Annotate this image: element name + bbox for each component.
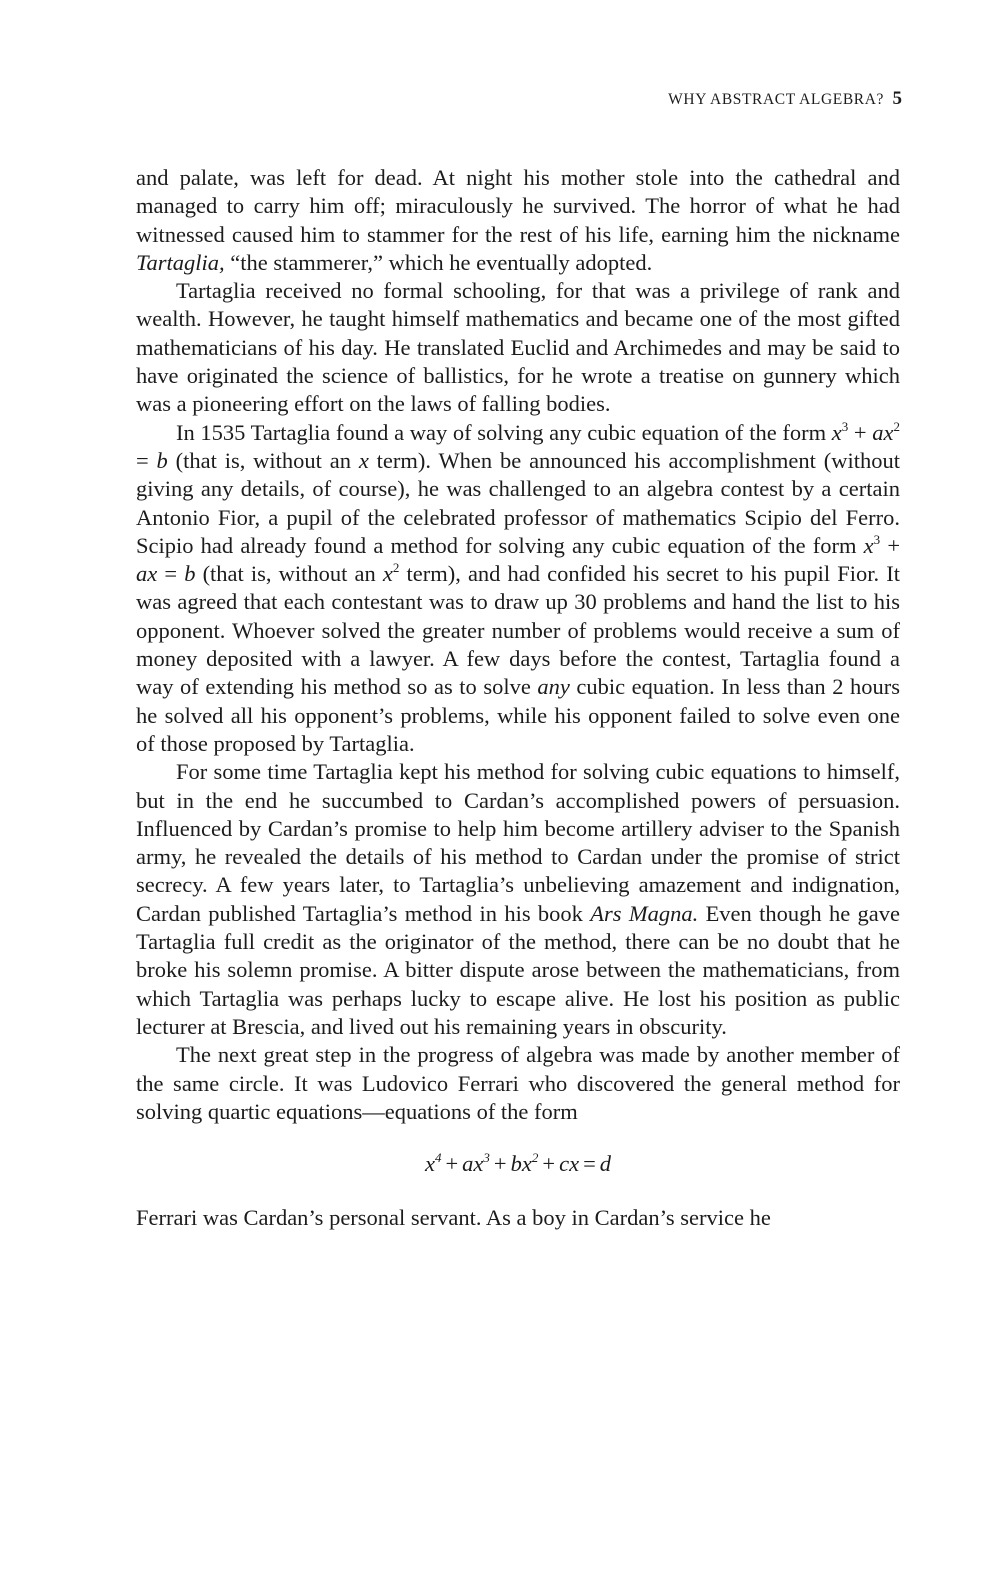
running-title: WHY ABSTRACT ALGEBRA?	[668, 91, 885, 108]
inline-equation-cubic: $x^3 + ax^2 = b$	[136, 418, 900, 473]
paragraph-text: and palate, was left for dead. At night his mother stole into the cathedral and managed to carry him off; miraculously he survived. The horror of what he had witnessed caused him to stammer for the rest of his life, earning him the nickname	[136, 165, 900, 247]
paragraph-1	[136, 164, 900, 277]
book-title: Ars Magna.	[590, 900, 699, 926]
inline-term-x-squared: $x^2$	[382, 560, 400, 587]
paragraph-2: Tartaglia received no formal schooling, for that was a privilege of rank and wealth. However, he taught himself mathematics and became one of the most gifted mathematicians of his day. He translated Euclid and Archimedes and may be said to have originated the science of ballistics, for he wrote a treatise on gunnery which was a pioneering effort on the laws of falling bodies.	[136, 278, 900, 417]
nickname-term: Tartaglia,	[136, 249, 225, 275]
paragraph-text: “the stammerer,” which he eventually adopted.	[224, 249, 653, 275]
paragraph-text: In 1535 Tartaglia found a way of solving any cubic equation of the form	[176, 419, 832, 445]
emphasis-any: any	[537, 674, 570, 700]
paragraph-text: Even though he gave Tartaglia full credit as the originator of the method, there can be no doubt that he broke his solemn promise. A bitter dispute arose between the mathematicians, from which Tartaglia was perhaps lucky to escape alive. He lost his position as public lecturer at Brescia, and lived out his remaining years in obscurity.	[136, 900, 900, 1039]
paragraph-text: For some time Tartaglia kept his method for solving cubic equations to himself, but in the end he succumbed to Cardan’s accomplished powers of persuasion. Influenced by Cardan’s promise to help him become artillery adviser to the Spanish army, he revealed the details of his method to Cardan under the promise of strict secrecy. A few years later, to Tartaglia’s unbelieving amazement and indignation, Cardan published Tartaglia’s method in his book	[136, 759, 900, 926]
paragraph-5: The next great step in the progress of algebra was made by another member of the same circle. It was Ludovico Ferrari who discovered the general method for solving quartic equations—equations of the form	[136, 1042, 900, 1124]
paragraph-text: (that is, without an	[195, 561, 383, 587]
paragraph-4	[136, 758, 900, 1041]
page-number: 5	[892, 88, 902, 109]
body-text	[136, 164, 900, 1233]
paragraph-text: term), and had confided his secret to his pupil Fior. It was agreed that each contestant was to draw up 30 problems and hand the list to his opponent. Whoever solved the greater number of problems would receive a sum of money deposited with a lawyer. A few days before the contest, Tartaglia found a way of extending his method so as to solve	[136, 561, 901, 700]
running-head	[668, 88, 902, 110]
display-equation-quartic: $x^4 + ax^3 + bx^2$ + cx = d	[424, 1150, 612, 1177]
inline-variable: x	[358, 447, 369, 473]
paragraph-text: term). When be announced his accomplishment (without giving any details, of course), he was challenged to an algebra contest by a certain Antonio Fior, a pupil of the celebrated professor of mathematics Scipio del Ferro. Scipio had already found a method for solving any cubic equation of the form	[136, 447, 900, 558]
paragraph-text: cubic equation. In less than 2 hours he solved all his opponent’s problems, while his opponent failed to solve even one of those proposed by Tartaglia.	[136, 674, 900, 756]
paragraph-text: (that is, without an	[167, 447, 359, 473]
paragraph-3	[136, 419, 900, 759]
paragraph-6: Ferrari was Cardan’s personal servant. As a boy in Cardan’s service he	[136, 1205, 771, 1231]
inline-equation-depressed-cubic: $x^3$ + ax = b	[136, 531, 901, 587]
